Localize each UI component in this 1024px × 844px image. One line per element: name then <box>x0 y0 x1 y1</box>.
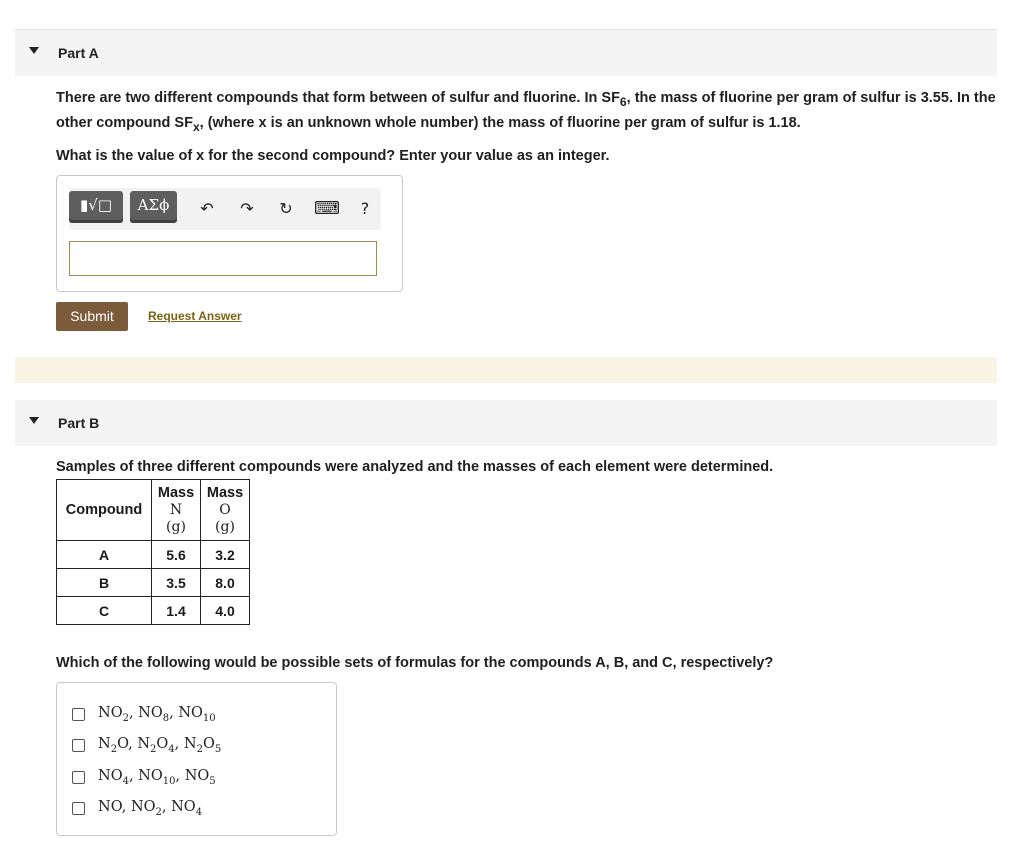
cell-mass-o: 4.0 <box>201 597 250 625</box>
part-a-header[interactable] <box>15 30 997 76</box>
part-a-prompt: What is the value of x for the second compound? Enter your value as an integer. <box>56 148 610 164</box>
cell-mass-o: 3.2 <box>201 541 250 569</box>
cell-compound: B <box>57 569 152 597</box>
part-b-title: Part B <box>58 415 100 431</box>
table-row <box>57 569 250 597</box>
submit-button[interactable]: Submit <box>56 302 128 331</box>
cell-mass-o: 8.0 <box>201 569 250 597</box>
answer-input[interactable] <box>69 241 377 276</box>
undo-icon[interactable]: ↶ <box>200 199 214 218</box>
request-answer-link[interactable]: Request Answer <box>148 309 242 323</box>
cell-mass-n: 1.4 <box>152 597 201 625</box>
help-icon[interactable]: ? <box>360 199 370 218</box>
mass-table <box>56 479 250 625</box>
checkbox[interactable] <box>72 771 85 784</box>
column-header-mass-n: Mass N (g) <box>152 480 201 541</box>
checkbox[interactable] <box>72 802 85 815</box>
part-b-header[interactable] <box>15 400 997 446</box>
options-box <box>56 682 337 836</box>
feedback-bar <box>15 357 997 383</box>
collapse-caret-icon[interactable] <box>29 417 39 424</box>
cell-mass-n: 3.5 <box>152 569 201 597</box>
part-b-intro: Samples of three different compounds were analyzed and the masses of each element were determined. <box>56 459 774 475</box>
option-label: $NO_2$, $NO_8$, $NO_{10}$ <box>98 705 216 724</box>
redo-icon[interactable]: ↷ <box>240 199 254 218</box>
option-label: NO, $NO_2$, $NO_4$ <box>98 799 203 818</box>
column-header-mass-o: Mass O (g) <box>201 480 250 541</box>
table-row <box>57 541 250 569</box>
part-b-question: Which of the following would be possible sets of formulas for the compounds A, B, and C, respectively? <box>56 655 774 671</box>
checkbox[interactable] <box>72 739 85 752</box>
math-editor <box>56 175 403 292</box>
part-a-question: There are two different compounds that form between of sulfur and fluorine. In $SF_6$, the mass of fluorine per gram of sulfur is 3.55. In the other compound $SF_x$, (where x is an unknown whole number) the mass of fluorine per gram of sulfur is 1.18. <box>56 90 996 134</box>
collapse-caret-icon[interactable] <box>29 47 39 54</box>
greek-symbols-button[interactable]: ΑΣϕ <box>130 191 177 223</box>
cell-mass-n: 5.6 <box>152 541 201 569</box>
editor-toolbar <box>69 188 381 230</box>
checkbox[interactable] <box>72 708 85 721</box>
reset-icon[interactable]: ↻ <box>279 199 293 218</box>
part-a-title: Part A <box>58 45 99 61</box>
templates-button[interactable]: ▮√□ <box>69 191 123 223</box>
keyboard-icon[interactable]: ⌨ <box>314 198 340 219</box>
table-row <box>57 597 250 625</box>
cell-compound: C <box>57 597 152 625</box>
cell-compound: A <box>57 541 152 569</box>
column-header-compound: Compound <box>57 480 152 541</box>
option-label: $NO_4$, $NO_{10}$, $NO_5$ <box>98 768 216 787</box>
option-label: $N_2O$, $N_2O_4$, $N_2O_5$ <box>98 736 222 755</box>
